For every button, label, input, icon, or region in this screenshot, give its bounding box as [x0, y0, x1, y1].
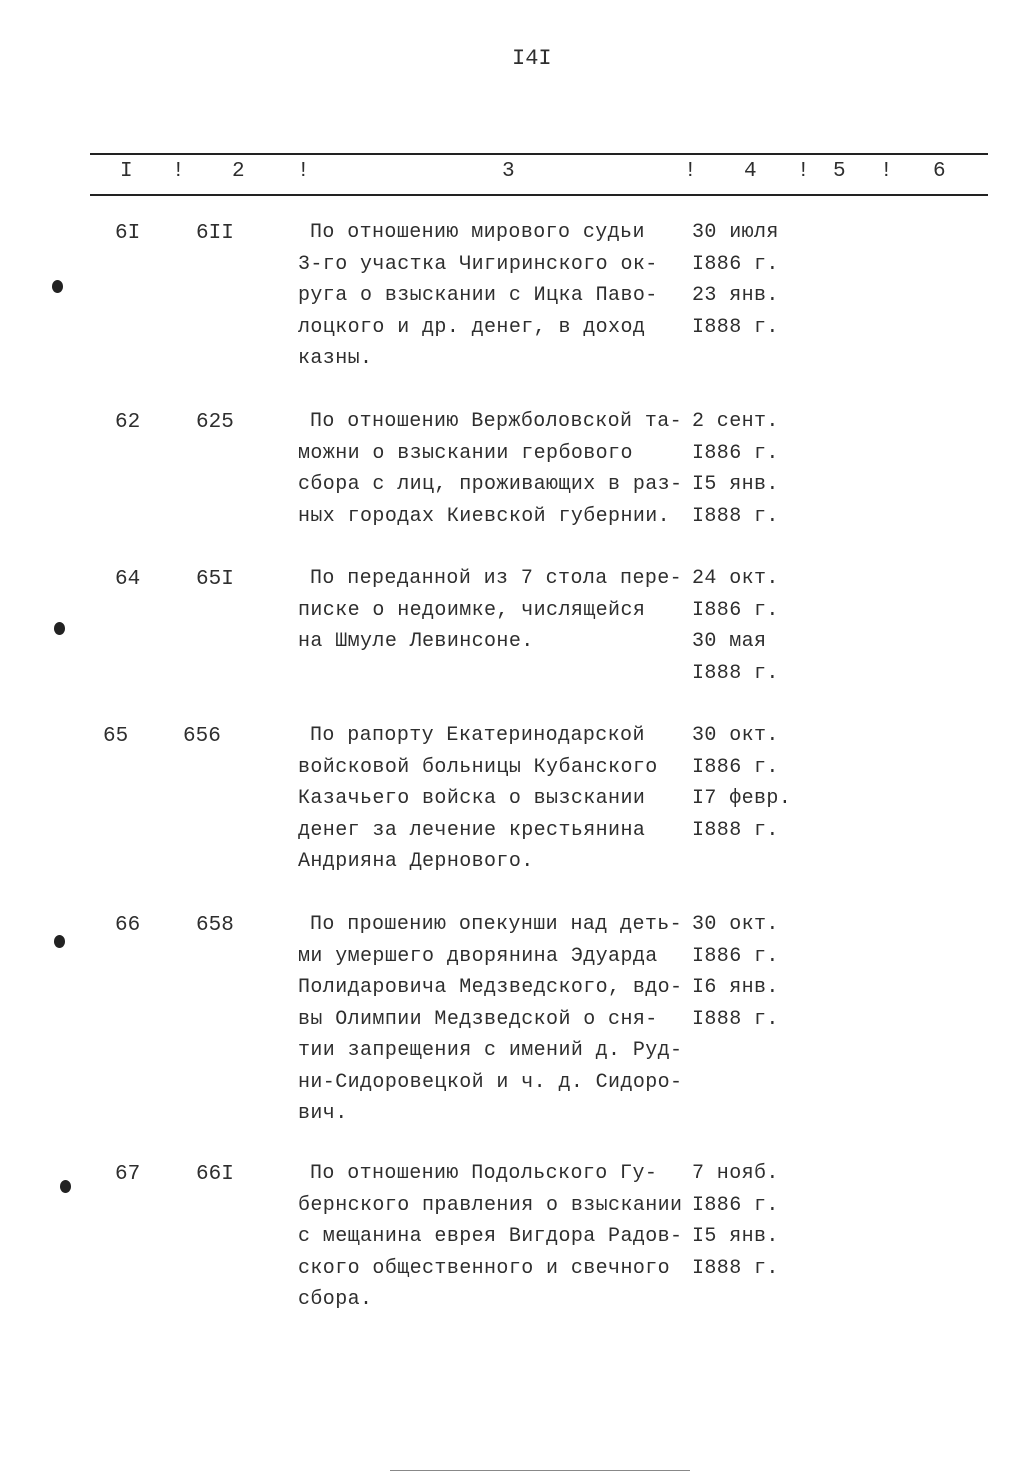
- header-separator: !: [172, 160, 185, 183]
- date-line: I5 янв.: [692, 1225, 779, 1248]
- record-number: 66: [115, 914, 141, 937]
- case-number: 65I: [196, 568, 234, 591]
- case-number: 656: [183, 725, 221, 748]
- description-line: тии запрещения с имений д. Руд-: [298, 1039, 683, 1062]
- date-line: I886 г.: [692, 441, 779, 465]
- description-line: вы Олимпии Медзведской о сня-: [298, 1007, 658, 1031]
- date-line: I886 г.: [692, 598, 779, 622]
- date-line: I886 г.: [692, 252, 779, 276]
- header-bottom-rule: [90, 194, 988, 196]
- description-line: По переданной из 7 стола пере-: [310, 567, 683, 590]
- punch-hole-mark: [52, 280, 63, 293]
- description-line: ми умершего дворянина Эдуарда: [298, 944, 658, 968]
- header-col-3: 3: [502, 160, 515, 183]
- description-line: можни о взыскании гербового: [298, 441, 633, 465]
- header-col-2: 2: [232, 160, 245, 183]
- header-col-5: 5: [833, 160, 846, 183]
- date-line: I888 г.: [692, 504, 779, 528]
- date-line: I888 г.: [692, 315, 779, 339]
- description-line: По прошению опекунши над деть-: [310, 913, 683, 936]
- description-line: Андрияна Дернового.: [298, 850, 534, 873]
- description-line: на Шмуле Левинсоне.: [298, 630, 534, 653]
- header-top-rule: [90, 153, 988, 155]
- record-number: 6I: [115, 222, 141, 245]
- record-number: 67: [115, 1163, 141, 1186]
- date-line: I888 г.: [692, 1256, 779, 1280]
- date-line: I888 г.: [692, 1007, 779, 1031]
- date-line: 2 сент.: [692, 410, 779, 433]
- punch-hole-mark: [60, 1180, 71, 1193]
- date-line: I888 г.: [692, 818, 779, 842]
- date-line: I886 г.: [692, 1193, 779, 1217]
- description-line: казны.: [298, 347, 373, 370]
- page-number: I4I: [512, 46, 552, 71]
- header-separator: !: [297, 160, 310, 183]
- date-line: 30 июля: [692, 221, 779, 244]
- date-line: I886 г.: [692, 755, 779, 779]
- case-number: 6II: [196, 222, 234, 245]
- description-line: 3-го участка Чигиринского ок-: [298, 252, 658, 276]
- header-col-1: I: [120, 160, 133, 183]
- header-col-4: 4: [744, 160, 757, 183]
- punch-hole-mark: [54, 935, 65, 948]
- description-line: По рапорту Екатеринодарской: [310, 724, 645, 747]
- date-line: I886 г.: [692, 944, 779, 968]
- description-line: Полидаровича Медзведского, вдо-: [298, 976, 683, 999]
- record-number: 65: [103, 725, 129, 748]
- description-line: лоцкого и др. денег, в доход: [298, 315, 646, 339]
- description-line: ского общественного и свечного: [298, 1256, 671, 1280]
- header-separator: !: [797, 160, 810, 183]
- description-line: бернского правления о взыскании: [298, 1193, 683, 1217]
- description-line: По отношению Подольского Гу-: [310, 1162, 658, 1185]
- date-line: I888 г.: [692, 661, 779, 685]
- case-number: 66I: [196, 1163, 234, 1186]
- description-line: с мещанина еврея Вигдора Радов-: [298, 1225, 683, 1248]
- header-col-6: 6: [933, 160, 946, 183]
- description-line: денег за лечение крестьянина: [298, 818, 646, 842]
- description-line: По отношению Вержболовской та-: [310, 410, 683, 433]
- description-line: ных городах Киевской губернии.: [298, 504, 671, 528]
- case-number: 658: [196, 914, 234, 937]
- date-line: 23 янв.: [692, 284, 779, 307]
- description-line: сбора с лиц, проживающих в раз-: [298, 473, 683, 496]
- description-line: По отношению мирового судьи: [310, 221, 645, 244]
- date-line: 30 мая: [692, 630, 767, 653]
- description-line: ни-Сидоровецкой и ч. д. Сидоро-: [298, 1070, 683, 1094]
- description-line: войсковой больницы Кубанского: [298, 755, 658, 779]
- record-number: 62: [115, 411, 141, 434]
- date-line: I5 янв.: [692, 473, 779, 496]
- description-line: сбора.: [298, 1288, 373, 1311]
- punch-hole-mark: [54, 622, 65, 635]
- description-line: писке о недоимке, числящейся: [298, 598, 646, 622]
- date-line: 30 окт.: [692, 724, 779, 747]
- date-line: I7 февр.: [692, 787, 792, 810]
- bottom-rule: [390, 1470, 690, 1471]
- record-number: 64: [115, 568, 141, 591]
- date-line: I6 янв.: [692, 976, 779, 999]
- date-line: 7 нояб.: [692, 1162, 779, 1185]
- date-line: 30 окт.: [692, 913, 779, 936]
- header-separator: !: [684, 160, 697, 183]
- description-line: руга о взыскании с Ицка Паво-: [298, 284, 658, 307]
- description-line: вич.: [298, 1102, 348, 1125]
- date-line: 24 окт.: [692, 567, 779, 590]
- case-number: 625: [196, 411, 234, 434]
- description-line: Казачьего войска о вызскании: [298, 787, 646, 810]
- header-separator: !: [880, 160, 893, 183]
